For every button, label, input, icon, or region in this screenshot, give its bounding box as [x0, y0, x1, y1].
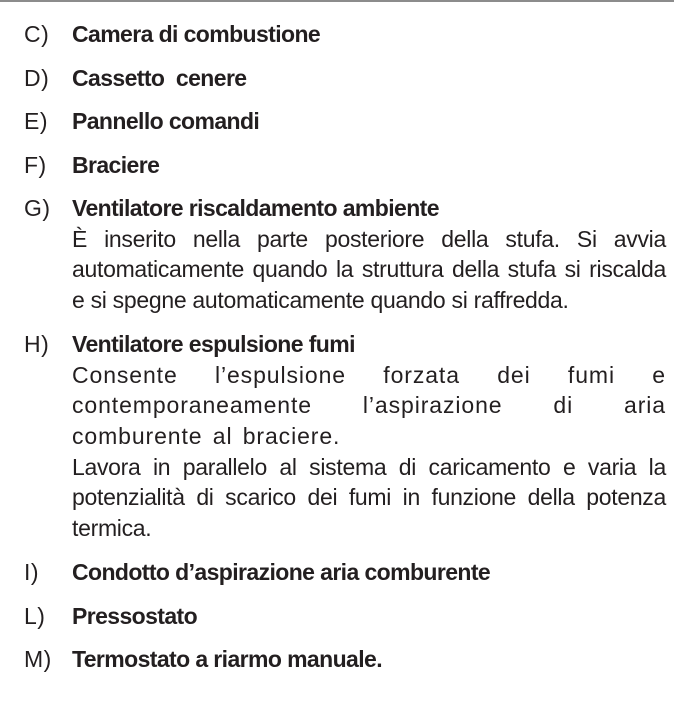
item-label: I) [24, 559, 40, 586]
top-divider [0, 0, 674, 2]
item-title: Pressostato [72, 602, 198, 629]
list-item-f [0, 150, 674, 181]
list-item-l [0, 601, 674, 632]
item-label: C) [24, 21, 50, 47]
list-item-m [0, 644, 674, 675]
item-label: E) [24, 108, 48, 134]
item-title: Ventilatore espulsione fumi [72, 331, 355, 358]
component-list [0, 19, 674, 675]
item-title: Camera di combustione [72, 21, 321, 47]
item-title: Pannello comandi [72, 108, 260, 134]
list-item-h [0, 329, 674, 543]
list-item-c [0, 19, 674, 50]
list-item-i [0, 557, 674, 588]
item-label: L) [24, 602, 46, 629]
item-label: H) [24, 331, 50, 358]
item-description: Consente l’espulsione forzata dei fumi e contemporaneamente l’aspirazione di aria comburente al braciere. [72, 361, 666, 449]
item-title: Ventilatore riscaldamento ambiente [72, 195, 439, 221]
item-title: Braciere [72, 151, 160, 178]
item-label: M) [24, 646, 52, 673]
item-title: Condotto d’aspirazione aria comburente [72, 559, 491, 586]
item-description-continued: Lavora in parallelo al sistema di caricamento e varia la potenzialità di scarico dei fumi in funzione della potenza termica. [72, 453, 666, 541]
list-item-e [0, 106, 674, 137]
item-label: D) [24, 64, 50, 91]
item-label: G) [24, 195, 51, 221]
item-label: F) [24, 151, 47, 178]
list-item-g [0, 193, 674, 315]
item-description: È inserito nella parte posteriore della stufa. Si avvia automaticamente quando la struttura della stufa si riscalda e si spegne automaticamente quando si raffredda. [72, 225, 666, 313]
item-title: Cassetto cenere [72, 64, 247, 91]
item-title: Termostato a riarmo manuale. [72, 646, 382, 673]
list-item-d [0, 63, 674, 94]
